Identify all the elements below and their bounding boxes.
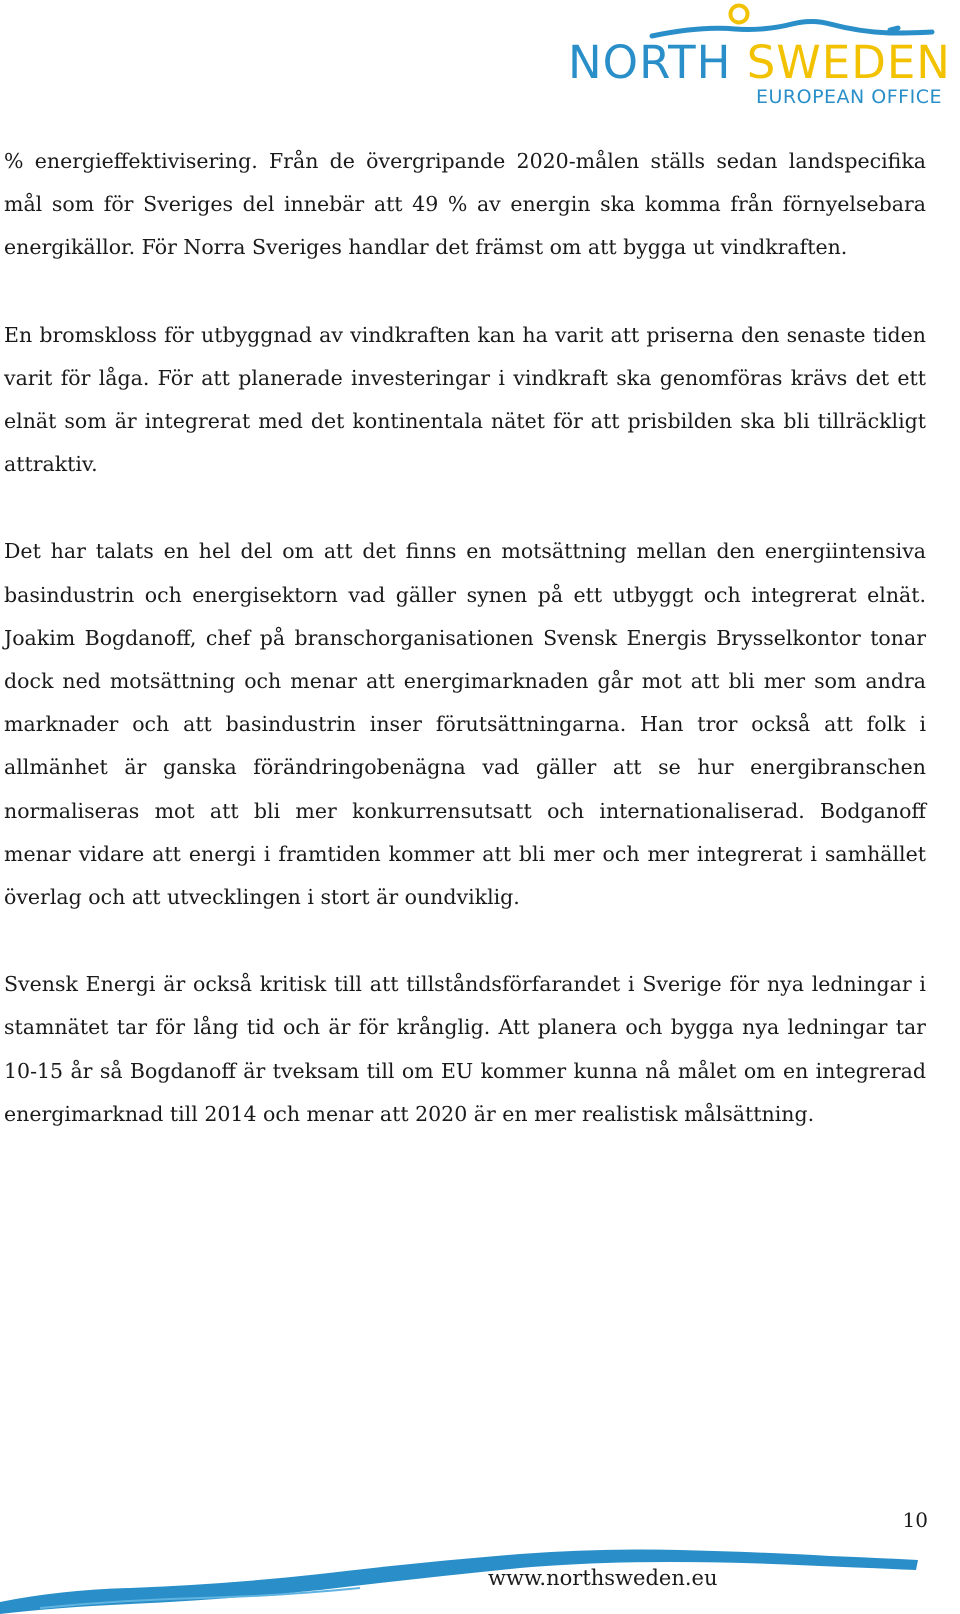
document-body [4, 140, 926, 1180]
paragraph: Det har talats en hel del om att det finns en motsättning mellan den energiintensiva basindustrin och energisektorn vad gäller synen på ett utbyggt och integrerat elnät. Joakim Bogdanoff, chef på branschorganisationen Svensk Energis Brysselkontor tonar dock ned motsättning och menar att energimarknaden går mot att bli mer som andra marknader och att basindustrin inser förutsättningarna. Han tror också att folk i allmänhet är ganska förändringobenägna vad gäller att se hur energibranschen normaliseras mot att bli mer konkurrensutsatt och internationaliserad. Bodganoff menar vidare att energi i framtiden kommer att bli mer och mer integrerat i samhället överlag och att utvecklingen i stort är oundviklig. [4, 539, 926, 910]
page-number: 10 [902, 1508, 928, 1532]
logo-wordmark [568, 36, 951, 89]
footer-website-link[interactable]: www.northsweden.eu [488, 1566, 718, 1590]
paragraph: % energieffektivisering. Från de övergripande 2020-målen ställs sedan landspecifika mål som för Sveriges del innebär att 49 % av energin ska komma från förnyelsebara energikällor. För Norra Sveriges handlar det främst om att bygga ut vindkraften. [4, 149, 926, 260]
page-footer [0, 1504, 960, 1614]
logo-subtitle: EUROPEAN OFFICE [756, 86, 942, 108]
logo-word-north: NORTH [568, 36, 732, 89]
logo-word-sweden: SWEDEN [746, 36, 951, 89]
paragraph: En bromskloss för utbyggnad av vindkraften kan ha varit att priserna den senaste tiden varit för låga. För att planerade investeringar i vindkraft ska genomföras krävs det ett elnät som är integrerat med det kontinentala nätet för att prisbilden ska bli tillräckligt attraktiv. [4, 322, 926, 477]
footer-wave-icon [0, 1504, 960, 1614]
north-sweden-logo [560, 0, 960, 112]
paragraph: Svensk Energi är också kritisk till att tillståndsförfarandet i Sverige för nya ledningar i stamnätet tar för lång tid och är för krånglig. Att planera och bygga nya ledningar tar 10-15 år så Bogdanoff är tveksam till om EU kommer kunna nå målet om en integrerad energimarknad till 2014 och menar att 2020 är en mer realistisk målsättning. [4, 972, 926, 1126]
